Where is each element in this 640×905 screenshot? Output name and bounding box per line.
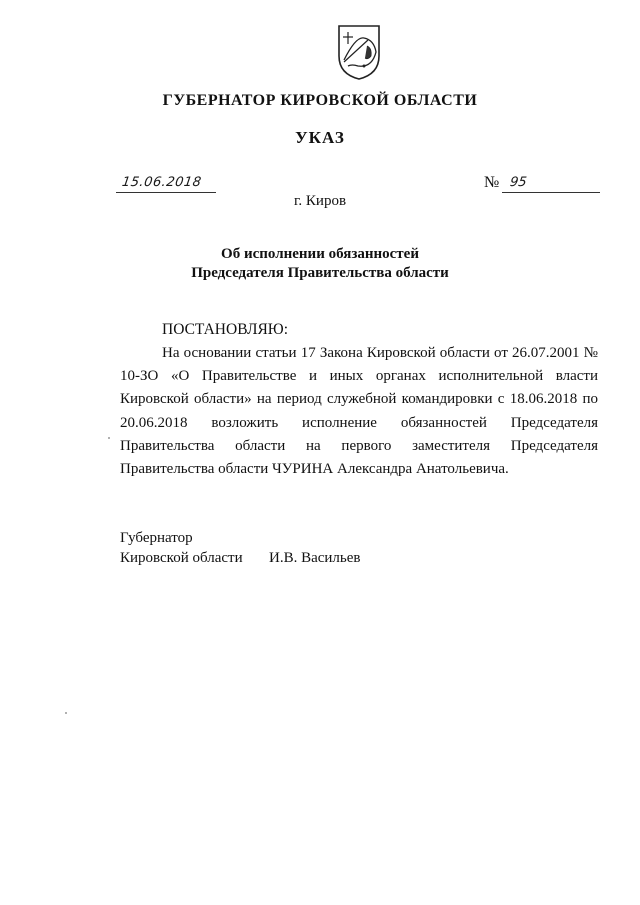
subject-line-1: Об исполнении обязанностей	[221, 246, 419, 262]
scan-speck	[65, 712, 67, 714]
scan-speck	[108, 437, 110, 439]
number-label: №	[484, 174, 500, 191]
signatory-title-line-1: Губернатор	[120, 530, 193, 546]
date-field	[116, 173, 216, 193]
date-value: 15.06.2018	[120, 175, 203, 190]
document-type: УКАЗ	[295, 128, 345, 147]
city: г. Киров	[293, 193, 347, 209]
coat-of-arms-emblem	[334, 22, 384, 82]
signatory-title-line-2: Кировской области	[120, 550, 243, 566]
number-field	[502, 173, 600, 193]
signatory-title	[120, 528, 243, 568]
subject-line-2: Председателя Правительства области	[191, 265, 449, 281]
organization-title: ГУБЕРНАТОР КИРОВСКОЙ ОБЛАСТИ	[162, 92, 478, 109]
document-subject	[0, 245, 640, 283]
decree-paragraph: На основании статьи 17 Закона Кировской области от 26.07.2001 № 10-ЗО «О Правительстве и иных органах исполнительной власти Кировской области» на период служебной командировки с 18.06.2018 по 20.06.2018 возложить исполнение обязанностей Председателя Правительства области на первого заместителя Председателя Правительства области ЧУРИНА Александра Анатольевича.	[120, 345, 598, 478]
decree-word: ПОСТАНОВЛЯЮ:	[162, 321, 289, 338]
signatory-name: И.В. Васильев	[269, 550, 361, 566]
number-value: 95	[508, 175, 528, 190]
